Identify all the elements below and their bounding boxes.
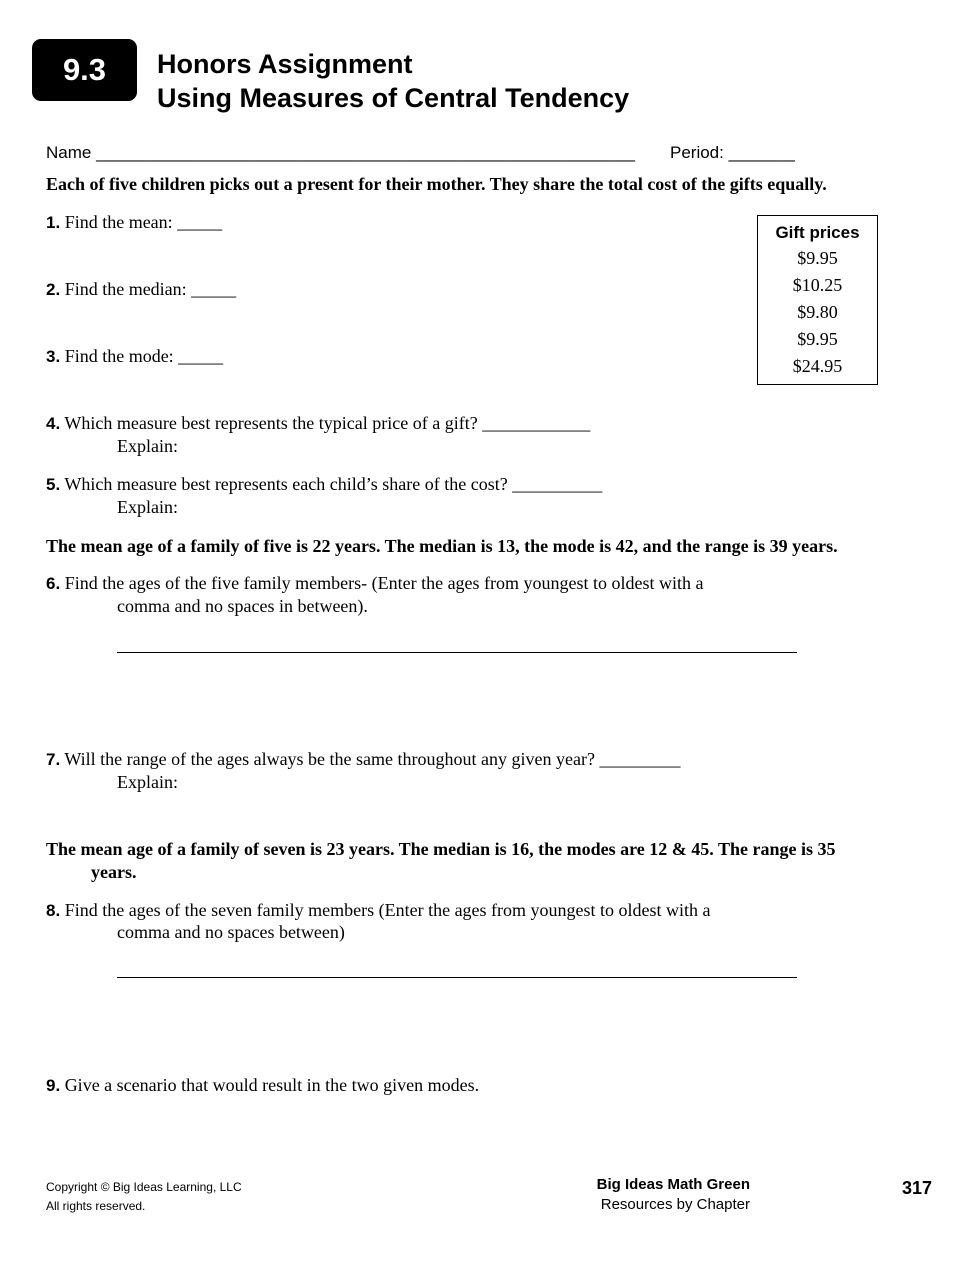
question-number: 8. <box>46 901 61 920</box>
question-text: Find the mode: _____ <box>64 346 224 366</box>
question-number: 5. <box>46 475 61 494</box>
question-8 <box>46 900 711 921</box>
question-1 <box>46 212 222 233</box>
gift-prices-title: Gift prices <box>775 223 860 242</box>
page-number: 317 <box>901 1178 932 1198</box>
question-6 <box>46 573 704 594</box>
book-subtitle: Resources by Chapter <box>600 1196 750 1213</box>
question-number: 7. <box>46 750 61 769</box>
section-badge: 9.3 <box>32 39 137 101</box>
period-blank[interactable]: _______ <box>728 143 795 162</box>
question-5 <box>46 474 602 495</box>
question-number: 6. <box>46 574 61 593</box>
question-2 <box>46 279 236 300</box>
rights: All rights reserved. <box>46 1199 146 1213</box>
name-label: Name <box>46 143 92 162</box>
period-label: Period: <box>670 143 724 162</box>
problem-intro-family-five: The mean age of a family of five is 22 years. The median is 13, the mode is 42, and the range is 39 years. <box>46 536 838 556</box>
period-field <box>670 143 795 163</box>
question-text: Find the median: _____ <box>64 279 237 299</box>
question-text: Which measure best represents each child’s share of the cost? __________ <box>64 474 603 494</box>
gift-price: $10.25 <box>792 275 843 295</box>
question-number: 1. <box>46 213 61 232</box>
answer-line[interactable] <box>117 977 797 978</box>
question-number: 3. <box>46 347 61 366</box>
question-number: 4. <box>46 414 61 433</box>
question-9 <box>46 1075 479 1096</box>
explain-label: Explain: <box>117 497 178 517</box>
problem-intro-family-seven-continued: years. <box>91 862 137 882</box>
page-subtitle: Using Measures of Central Tendency <box>157 83 630 113</box>
question-text-continued: comma and no spaces in between). <box>117 596 368 616</box>
gift-prices-table <box>757 215 878 385</box>
question-text: Find the ages of the seven family members (Enter the ages from youngest to oldest with a <box>64 900 711 920</box>
gift-price: $9.80 <box>797 302 838 322</box>
question-4 <box>46 413 590 434</box>
answer-line[interactable] <box>117 652 797 653</box>
problem-intro-gifts: Each of five children picks out a present for their mother. They share the total cost of the gifts equally. <box>46 174 827 194</box>
question-text-continued: comma and no spaces between) <box>117 922 345 942</box>
question-7 <box>46 749 680 770</box>
question-text: Find the ages of the five family members- (Enter the ages from youngest to oldest with a <box>64 573 704 593</box>
copyright: Copyright © Big Ideas Learning, LLC <box>46 1180 242 1194</box>
gift-price: $9.95 <box>797 248 838 268</box>
gift-price: $9.95 <box>797 329 838 349</box>
explain-label: Explain: <box>117 436 178 456</box>
gift-price: $24.95 <box>792 356 843 376</box>
question-number: 9. <box>46 1076 61 1095</box>
book-title: Big Ideas Math Green <box>596 1176 750 1193</box>
question-number: 2. <box>46 280 61 299</box>
name-field <box>46 143 635 163</box>
question-text: Which measure best represents the typical price of a gift? ____________ <box>64 413 591 433</box>
explain-label: Explain: <box>117 772 178 792</box>
question-text: Find the mean: _____ <box>64 212 223 232</box>
page-title: Honors Assignment <box>157 49 413 79</box>
name-blank[interactable]: _________________________________________________________ <box>96 143 636 162</box>
question-text: Will the range of the ages always be the same throughout any given year? _________ <box>64 749 681 769</box>
problem-intro-family-seven: The mean age of a family of seven is 23 years. The median is 16, the modes are 12 & 45. The range is 35 <box>46 839 836 859</box>
question-text: Give a scenario that would result in the two given modes. <box>64 1075 480 1095</box>
question-3 <box>46 346 223 367</box>
